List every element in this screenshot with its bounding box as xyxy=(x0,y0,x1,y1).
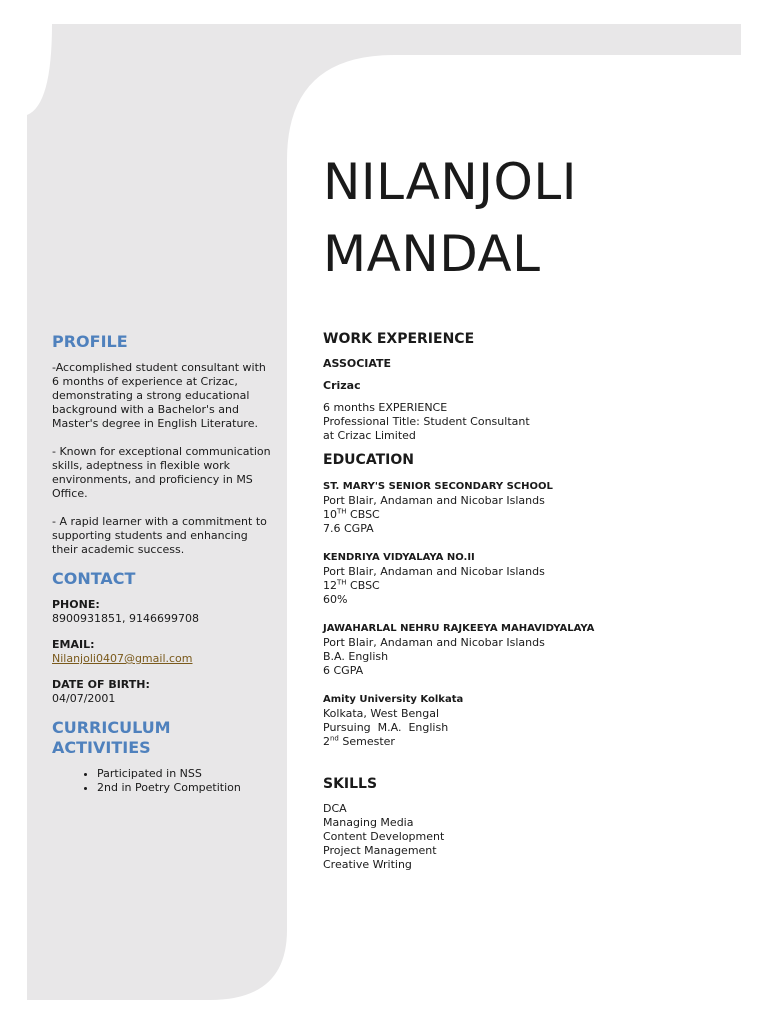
education-level: Pursuing M.A. English xyxy=(323,721,449,734)
list-item: • Participated in NSS xyxy=(97,767,272,781)
education-semester: 2nd Semester xyxy=(323,734,395,748)
email-label: EMAIL: xyxy=(52,638,95,651)
dob-value: 04/07/2001 xyxy=(52,692,116,705)
education-location: Port Blair, Andaman and Nicobar Islands xyxy=(323,636,545,649)
education-school: Amity University Kolkata xyxy=(323,694,464,705)
list-item: Project Management xyxy=(323,844,437,857)
education-school: JAWAHARLAL NEHRU RAJKEEYA MAHAVIDYALAYA xyxy=(323,623,595,634)
profile-paragraph: - A rapid learner with a commitment to supporting students and enhancing their academic success. xyxy=(52,515,267,556)
work-employer: at Crizac Limited xyxy=(323,429,416,442)
education-location: Kolkata, West Bengal xyxy=(323,707,440,720)
education-heading: EDUCATION xyxy=(323,452,414,468)
education-location: Port Blair, Andaman and Nicobar Islands xyxy=(323,494,545,507)
education-entry xyxy=(323,551,723,607)
curriculum-heading: CURRICULUM ACTIVITIES xyxy=(52,718,171,757)
education-result: 6 CGPA xyxy=(323,664,364,677)
education-level: 10TH CBSC xyxy=(323,507,380,521)
list-item: Managing Media xyxy=(323,816,414,829)
curriculum-list xyxy=(52,767,272,795)
education-result: 60% xyxy=(323,593,348,606)
education-location: Port Blair, Andaman and Nicobar Islands xyxy=(323,565,545,578)
education-school: KENDRIYA VIDYALAYA NO.II xyxy=(323,552,475,563)
sidebar xyxy=(52,330,272,795)
profile-paragraph: -Accomplished student consultant with 6 months of experience at Crizac, demonstrating a strong educational background with a Bachelor's and Master's degree in English Literature. xyxy=(52,361,266,430)
skills-list xyxy=(323,802,723,872)
work-role: ASSOCIATE xyxy=(323,357,392,370)
list-item: Creative Writing xyxy=(323,858,412,871)
phone-value: 8900931851, 9146699708 xyxy=(52,612,199,625)
education-school: ST. MARY'S SENIOR SECONDARY SCHOOL xyxy=(323,481,553,492)
education-entry xyxy=(323,622,723,678)
contact-heading: CONTACT xyxy=(52,569,136,588)
education-level: 12TH CBSC xyxy=(323,578,380,592)
profile-paragraph: - Known for exceptional communication skills, adeptness in flexible work environments, and proficiency in MS Office. xyxy=(52,445,271,500)
name-last: MANDAL xyxy=(323,225,541,283)
education-level: B.A. English xyxy=(323,650,389,663)
dob-label: DATE OF BIRTH: xyxy=(52,678,150,691)
skills-heading: SKILLS xyxy=(323,776,378,792)
name-first: NILANJOLI xyxy=(323,153,577,211)
list-item: • 2nd in Poetry Competition xyxy=(97,781,272,795)
phone-label: PHONE: xyxy=(52,598,100,611)
work-experience-heading: WORK EXPERIENCE xyxy=(323,331,475,347)
list-item: DCA xyxy=(323,802,347,815)
main-content xyxy=(323,146,723,872)
education-entry xyxy=(323,693,723,749)
work-company: Crizac xyxy=(323,379,361,392)
education-result: 7.6 CGPA xyxy=(323,522,374,535)
email-link[interactable]: Nilanjoli0407@gmail.com xyxy=(52,652,193,665)
work-title: Professional Title: Student Consultant xyxy=(323,415,530,428)
list-item: Content Development xyxy=(323,830,445,843)
work-duration: 6 months EXPERIENCE xyxy=(323,401,448,414)
profile-heading: PROFILE xyxy=(52,332,128,351)
education-entry xyxy=(323,480,723,536)
